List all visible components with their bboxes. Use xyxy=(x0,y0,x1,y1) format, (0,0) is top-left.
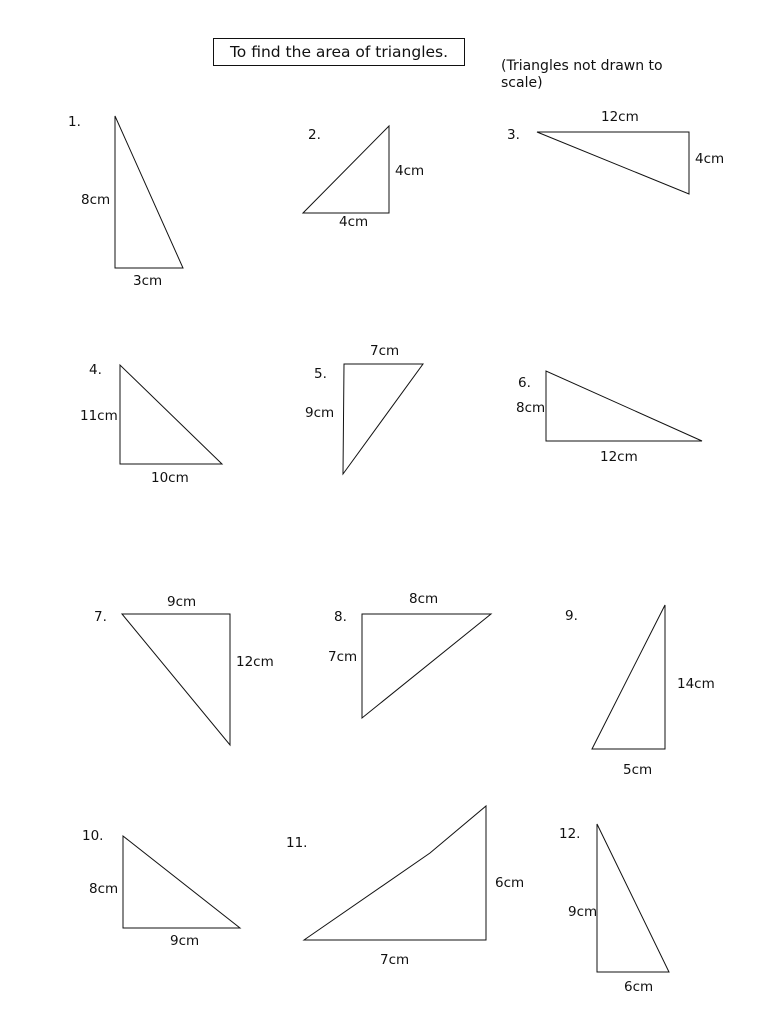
triangle-9-side-label: 5cm xyxy=(623,762,653,778)
triangle-10-number: 10. xyxy=(82,828,104,844)
triangle-3-side-label: 4cm xyxy=(695,151,725,167)
triangle-3 xyxy=(537,132,689,194)
triangle-2-side-label: 4cm xyxy=(339,214,369,230)
triangle-5-side-label: 7cm xyxy=(370,343,400,359)
triangle-4-side-label: 11cm xyxy=(80,408,118,424)
triangle-11-number: 11. xyxy=(286,835,308,851)
triangle-4 xyxy=(120,365,222,464)
triangle-6-side-label: 12cm xyxy=(600,449,638,465)
triangle-7 xyxy=(122,614,230,745)
triangle-3-number: 3. xyxy=(507,127,520,143)
scale-note: (Triangles not drawn to scale) xyxy=(501,58,663,91)
triangle-6-side-label: 8cm xyxy=(516,400,546,416)
triangle-12-number: 12. xyxy=(559,826,581,842)
triangle-9-side-label: 14cm xyxy=(677,676,715,692)
triangle-4-side-label: 10cm xyxy=(151,470,189,486)
triangle-10-side-label: 8cm xyxy=(89,881,119,897)
triangle-7-side-label: 9cm xyxy=(167,594,197,610)
triangle-7-side-label: 12cm xyxy=(236,654,274,670)
triangle-6 xyxy=(546,371,702,441)
triangle-12 xyxy=(597,824,669,972)
triangle-8-side-label: 8cm xyxy=(409,591,439,607)
triangle-1-number: 1. xyxy=(68,114,81,130)
triangle-5-side-label: 9cm xyxy=(305,405,335,421)
triangle-11 xyxy=(304,806,486,940)
triangle-5 xyxy=(343,364,423,474)
triangle-1-side-label: 3cm xyxy=(133,273,163,289)
triangle-11-side-label: 6cm xyxy=(495,875,525,891)
triangle-4-number: 4. xyxy=(89,362,102,378)
triangle-7-number: 7. xyxy=(94,609,107,625)
triangle-8-side-label: 7cm xyxy=(328,649,358,665)
triangle-8-number: 8. xyxy=(334,609,347,625)
triangle-5-number: 5. xyxy=(314,366,327,382)
triangle-8 xyxy=(362,614,491,718)
triangle-12-side-label: 6cm xyxy=(624,979,654,995)
triangle-10-side-label: 9cm xyxy=(170,933,200,949)
triangle-1-side-label: 8cm xyxy=(81,192,111,208)
triangle-12-side-label: 9cm xyxy=(568,904,598,920)
triangle-6-number: 6. xyxy=(518,375,531,391)
triangle-3-side-label: 12cm xyxy=(601,109,639,125)
triangle-9-number: 9. xyxy=(565,608,578,624)
triangle-11-side-label: 7cm xyxy=(380,952,410,968)
triangle-1 xyxy=(115,116,183,268)
triangle-2-side-label: 4cm xyxy=(395,163,425,179)
worksheet-title-text: To find the area of triangles. xyxy=(229,43,449,61)
triangle-9 xyxy=(592,605,665,749)
triangle-10 xyxy=(123,836,240,928)
triangle-2-number: 2. xyxy=(308,127,321,143)
